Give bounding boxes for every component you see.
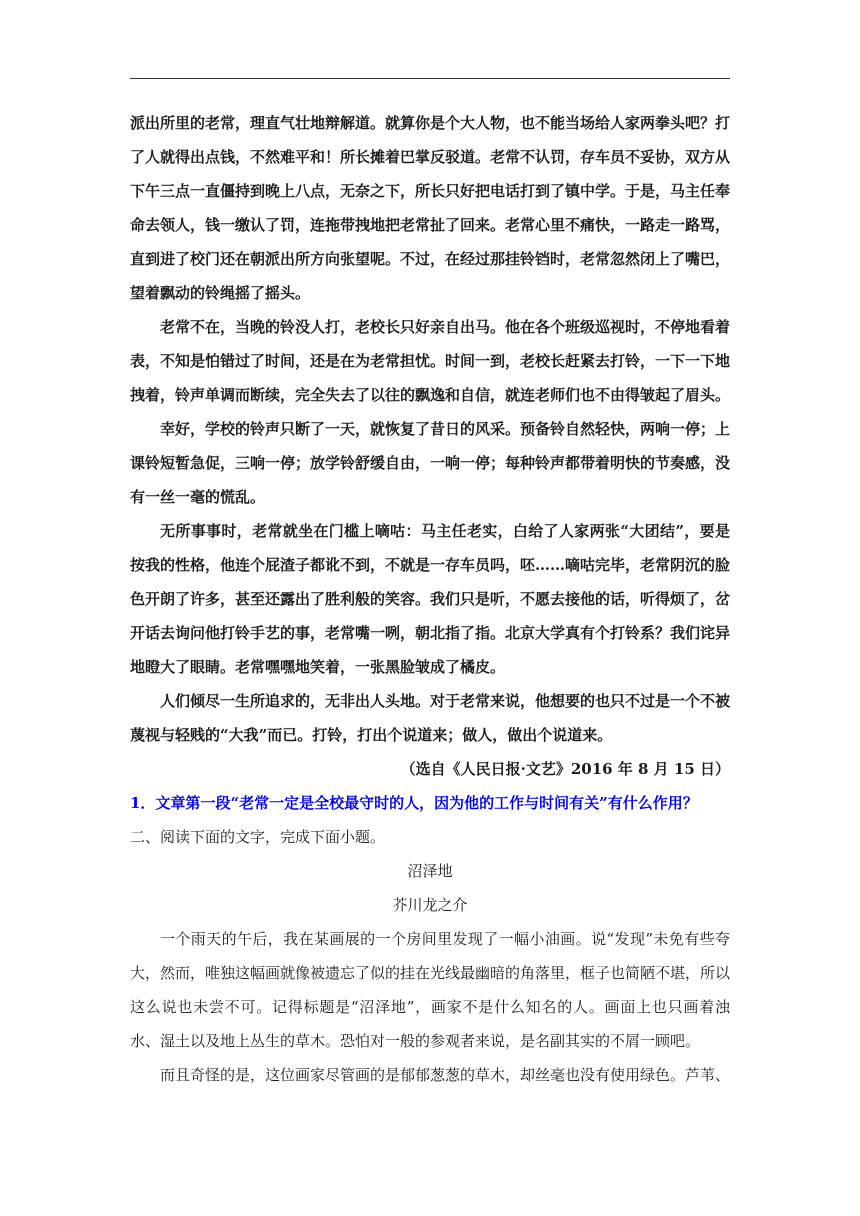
document-body [130,106,730,1092]
header-rule [130,78,730,79]
passage1-paragraph-2: 老常不在，当晚的铃没人打，老校长只好亲自出马。他在各个班级巡视时，不停地看着表，不知是怕错过了时间，还是在为老常担忧。时间一到，老校长赶紧去打铃，一下一下地拽着，铃声单调而断续，完全失去了以往的飘逸和自信，就连老师们也不由得皱起了眉头。 [130,318,731,404]
passage1-paragraph-1: 派出所里的老常，理直气壮地辩解道。就算你是个大人物，也不能当场给人家两拳头吧？打了人就得出点钱，不然难平和！所长摊着巴掌反驳道。老常不认罚，存车员不妥协，双方从下午三点一直僵持到晚上八点，无奈之下，所长只好把电话打到了镇中学。于是，马主任奉命去领人，钱一缴认了罚，连拖带拽地把老常扯了回来。老常心里不痛快，一路走一路骂，直到进了校门还在朝派出所方向张望呢。不过，在经过那挂铃铛时，老常忽然闭上了嘴巴，望着飘动的铃绳摇了摇头。 [130,114,731,302]
section2-heading: 二、阅读下面的文字，完成下面小题。 [130,828,386,846]
passage1-paragraph-4: 无所事事时，老常就坐在门槛上嘀咕：马主任老实，白给了人家两张“大团结”，要是按我的性格，他连个屁渣子都讹不到，不就是一存车员吗，呸……嘀咕完毕，老常阴沉的脸色开朗了许多，甚至还露出了胜利般的笑容。我们只是听，不愿去接他的话，听得烦了，岔开话去询问他打铃手艺的事，老常嘴一咧，朝北指了指。北京大学真有个打铃系？我们诧异地瞪大了眼睛。老常嘿嘿地笑着，一张黑脸皱成了橘皮。 [130,522,731,676]
question-1: 1．文章第一段“老常一定是全校最守时的人，因为他的工作与时间有关”有什么作用？ [130,794,698,812]
story-author: 芥川龙之介 [392,896,468,914]
story-paragraph-2: 而且奇怪的是，这位画家尽管画的是郁郁葱葱的草木，却丝毫也没有使用绿色。芦苇、 [160,1066,731,1084]
story-paragraph-1: 一个雨天的午后，我在某画展的一个房间里发现了一幅小油画。说“发现”未免有些夸大，然而，唯独这幅画就像被遗忘了似的挂在光线最幽暗的角落里，框子也简陋不堪，所以这么说也未尝不可。记得标题是“沼泽地”，画家不是什么知名的人。画面上也只画着浊水、湿土以及地上丛生的草木。恐怕对一般的参观者来说，是名副其实的不屑一顾吧。 [130,930,731,1050]
passage1-source: （选自《人民日报·文艺》2016 年 8 月 15 日） [400,760,730,778]
passage1-paragraph-3: 幸好，学校的铃声只断了一天，就恢复了昔日的风采。预备铃自然轻快，两响一停；上课铃短暂急促，三响一停；放学铃舒缓自由，一响一停；每种铃声都带着明快的节奏感，没有一丝一毫的慌乱。 [130,420,731,506]
story-title: 沼泽地 [407,862,453,880]
passage1-paragraph-5: 人们倾尽一生所追求的，无非出人头地。对于老常来说，他想要的也只不过是一个不被蔑视与轻贱的“大我”而已。打铃，打出个说道来；做人，做出个说道来。 [130,692,731,744]
